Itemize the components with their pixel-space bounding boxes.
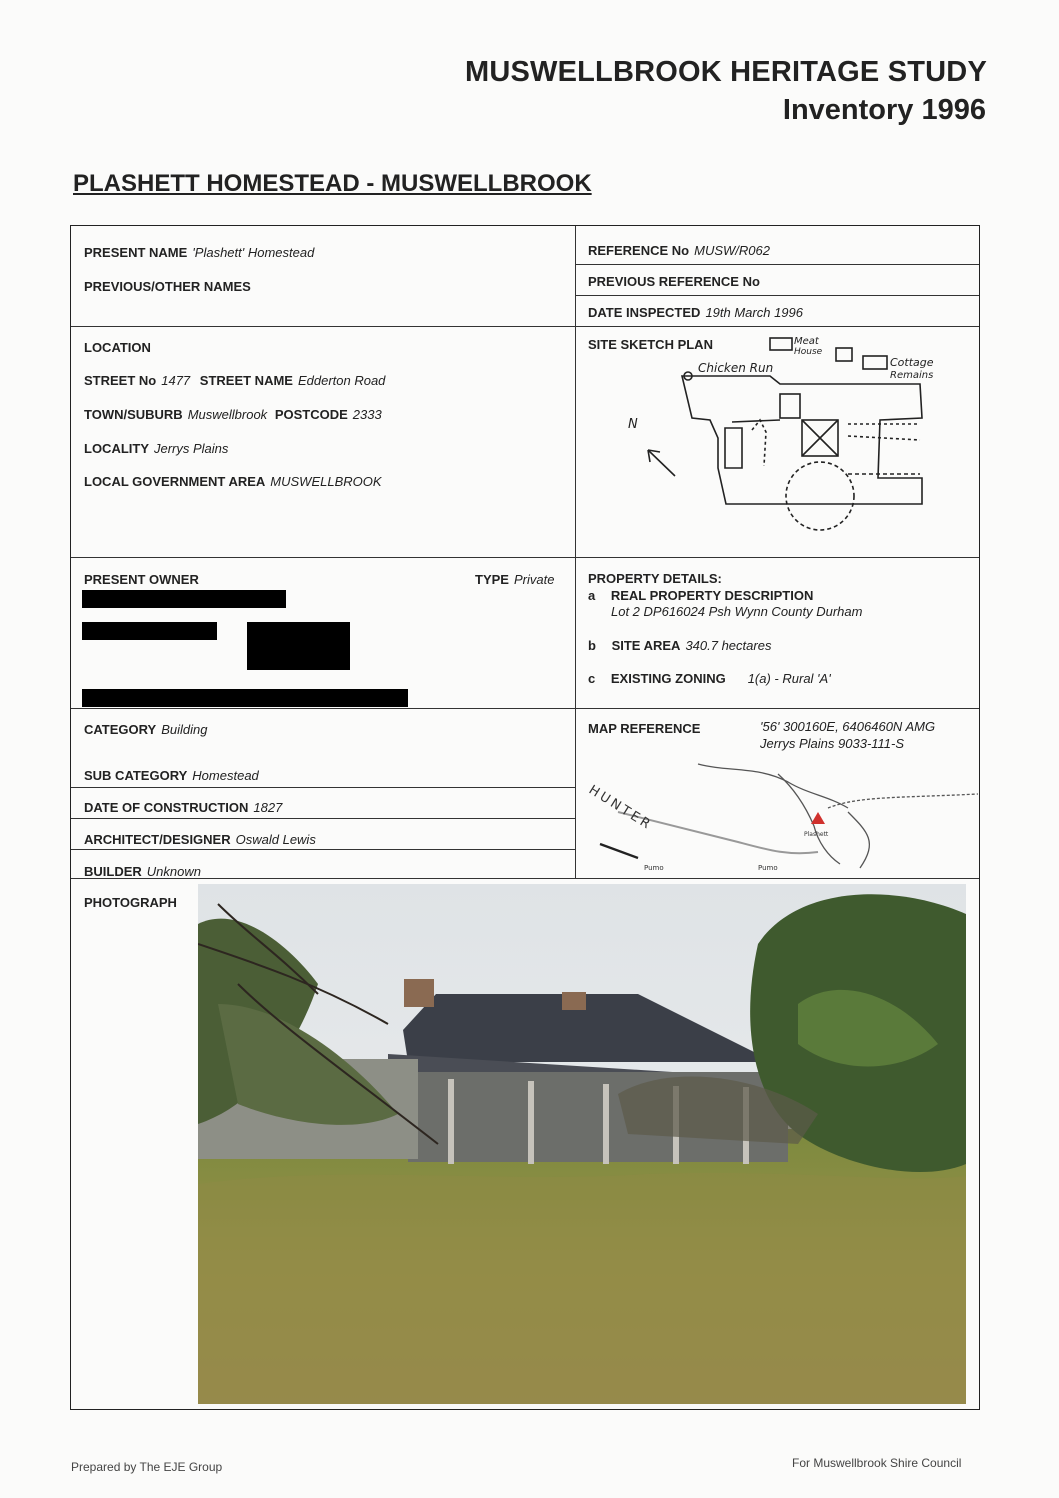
row-divider	[71, 326, 979, 327]
map-reference-value-1: '56' 300160E, 6406460N AMG	[760, 719, 936, 734]
study-title: MUSWELLBROOK HERITAGE STUDY	[464, 56, 987, 88]
site-area-value: 340.7 hectares	[685, 638, 772, 653]
garden-sketch	[752, 420, 766, 466]
location-marker-icon	[811, 812, 825, 824]
town-field	[84, 407, 382, 422]
inventory-year: Inventory 1996	[782, 94, 986, 126]
wing-sketch	[780, 394, 800, 418]
locality-field	[84, 441, 228, 456]
river-name: HUNTER	[585, 782, 656, 834]
street-no-label: STREET No	[84, 373, 157, 388]
meat-house-text-2: House	[794, 347, 823, 357]
map-place-plashett: Plashett	[804, 831, 829, 838]
site-sketch-plan	[580, 328, 980, 554]
zoning-label: EXISTING ZONING	[610, 671, 726, 686]
postcode-label: POSTCODE	[274, 407, 348, 422]
location-map	[578, 752, 980, 876]
builder-value: Unknown	[146, 864, 201, 879]
cottage-sketch	[836, 348, 852, 361]
sub-category-field	[84, 768, 259, 783]
row-divider	[71, 708, 979, 709]
real-property-label: REAL PROPERTY DESCRIPTION	[610, 588, 814, 603]
yard-sketch	[725, 420, 780, 468]
row-divider	[71, 849, 575, 850]
street-no-value: 1477	[161, 373, 191, 388]
road-line	[778, 774, 840, 864]
location-label: LOCATION	[84, 340, 151, 355]
builder-field	[84, 864, 201, 879]
footer-prepared-by: Prepared by The EJE Group	[71, 1460, 223, 1474]
row-divider	[71, 818, 575, 819]
sub-category-value: Homestead	[192, 768, 259, 783]
photograph-label: PHOTOGRAPH	[84, 895, 177, 910]
cottage-text-2: Remains	[890, 370, 934, 381]
road-line	[828, 794, 978, 808]
previous-names-label: PREVIOUS/OTHER NAMES	[84, 279, 251, 294]
zoning-letter: c	[588, 671, 596, 686]
zoning-field	[588, 671, 831, 686]
north-arrow-icon	[648, 450, 675, 476]
lga-field	[84, 474, 382, 489]
north-text: N	[628, 417, 638, 432]
builder-label: BUILDER	[84, 864, 142, 879]
reference-field	[588, 243, 770, 258]
lga-value: MUSWELLBROOK	[270, 474, 382, 489]
drive-circle-sketch	[786, 462, 854, 530]
locality-value: Jerrys Plains	[154, 441, 229, 456]
category-field	[84, 722, 208, 737]
date-inspected-value: 19th March 1996	[705, 305, 804, 320]
type-value: Private	[513, 572, 555, 587]
reference-label: REFERENCE No	[588, 243, 690, 258]
sub-category-label: SUB CATEGORY	[84, 768, 188, 783]
redaction-bar	[247, 622, 350, 670]
footer-council: For Muswellbrook Shire Council	[792, 1456, 962, 1470]
redaction-bar	[82, 689, 408, 707]
row-divider	[575, 295, 979, 296]
site-area-letter: b	[588, 638, 596, 653]
type-label: TYPE	[475, 572, 509, 587]
reference-value: MUSW/R062	[694, 243, 770, 258]
road-line	[848, 812, 869, 868]
site-area-field	[588, 638, 771, 653]
postcode-value: 2333	[352, 407, 382, 422]
previous-reference-label: PREVIOUS REFERENCE No	[588, 274, 760, 289]
street-name-label: STREET NAME	[199, 373, 293, 388]
architect-label: ARCHITECT/DESIGNER	[84, 832, 231, 847]
homestead-photograph	[198, 884, 966, 1404]
town-value: Muswellbrook	[187, 407, 268, 422]
map-reference-label: MAP REFERENCE	[588, 721, 701, 736]
real-property-letter: a	[588, 588, 596, 603]
date-construction-label: DATE OF CONSTRUCTION	[84, 800, 249, 815]
meat-house-sketch	[770, 338, 792, 350]
road-line	[698, 764, 848, 808]
present-name-value: 'Plashett' Homestead	[192, 245, 315, 260]
date-construction-value: 1827	[253, 800, 283, 815]
chicken-run-text: Chicken Run	[698, 361, 774, 375]
lga-label: LOCAL GOVERNMENT AREA	[84, 474, 266, 489]
road-segment	[600, 844, 638, 858]
property-details-label: PROPERTY DETAILS:	[588, 571, 722, 586]
type-field	[475, 572, 554, 587]
column-divider	[575, 226, 576, 879]
roof-sketch	[802, 420, 838, 456]
locality-label: LOCALITY	[84, 441, 149, 456]
present-name-label: PRESENT NAME	[84, 245, 188, 260]
real-property-value: Lot 2 DP616024 Psh Wynn County Durham	[611, 604, 863, 619]
row-divider	[71, 557, 979, 558]
date-inspected-field	[588, 305, 803, 320]
architect-field	[84, 832, 316, 847]
architect-value: Oswald Lewis	[235, 832, 316, 847]
street-name-value: Edderton Road	[297, 373, 386, 388]
site-sketch-label: SITE SKETCH PLAN	[588, 337, 713, 352]
category-label: CATEGORY	[84, 722, 157, 737]
meat-house-text-1: Meat	[794, 336, 819, 347]
row-divider	[575, 264, 979, 265]
fence-sketch	[848, 424, 920, 440]
row-divider	[71, 878, 979, 879]
real-property-field	[588, 588, 813, 603]
redaction-bar	[82, 590, 286, 608]
cottage-text-1: Cottage	[890, 356, 934, 369]
map-reference-value-2: Jerrys Plains 9033-111-S	[760, 736, 905, 751]
present-owner-label: PRESENT OWNER	[84, 572, 199, 587]
zoning-value: 1(a) - Rural 'A'	[747, 671, 831, 686]
map-place-1: Pumo	[644, 864, 664, 872]
page-title: PLASHETT HOMESTEAD - MUSWELLBROOK	[73, 170, 592, 197]
row-divider	[71, 787, 575, 788]
category-value: Building	[161, 722, 208, 737]
cottage-remains-sketch	[863, 356, 887, 369]
map-place-2: Pumo	[758, 864, 778, 872]
redaction-bar	[82, 622, 217, 640]
town-label: TOWN/SUBURB	[84, 407, 183, 422]
present-name-field	[84, 245, 314, 260]
site-area-label: SITE AREA	[611, 638, 681, 653]
date-construction-field	[84, 800, 282, 815]
date-inspected-label: DATE INSPECTED	[588, 305, 701, 320]
street-field	[84, 373, 385, 388]
